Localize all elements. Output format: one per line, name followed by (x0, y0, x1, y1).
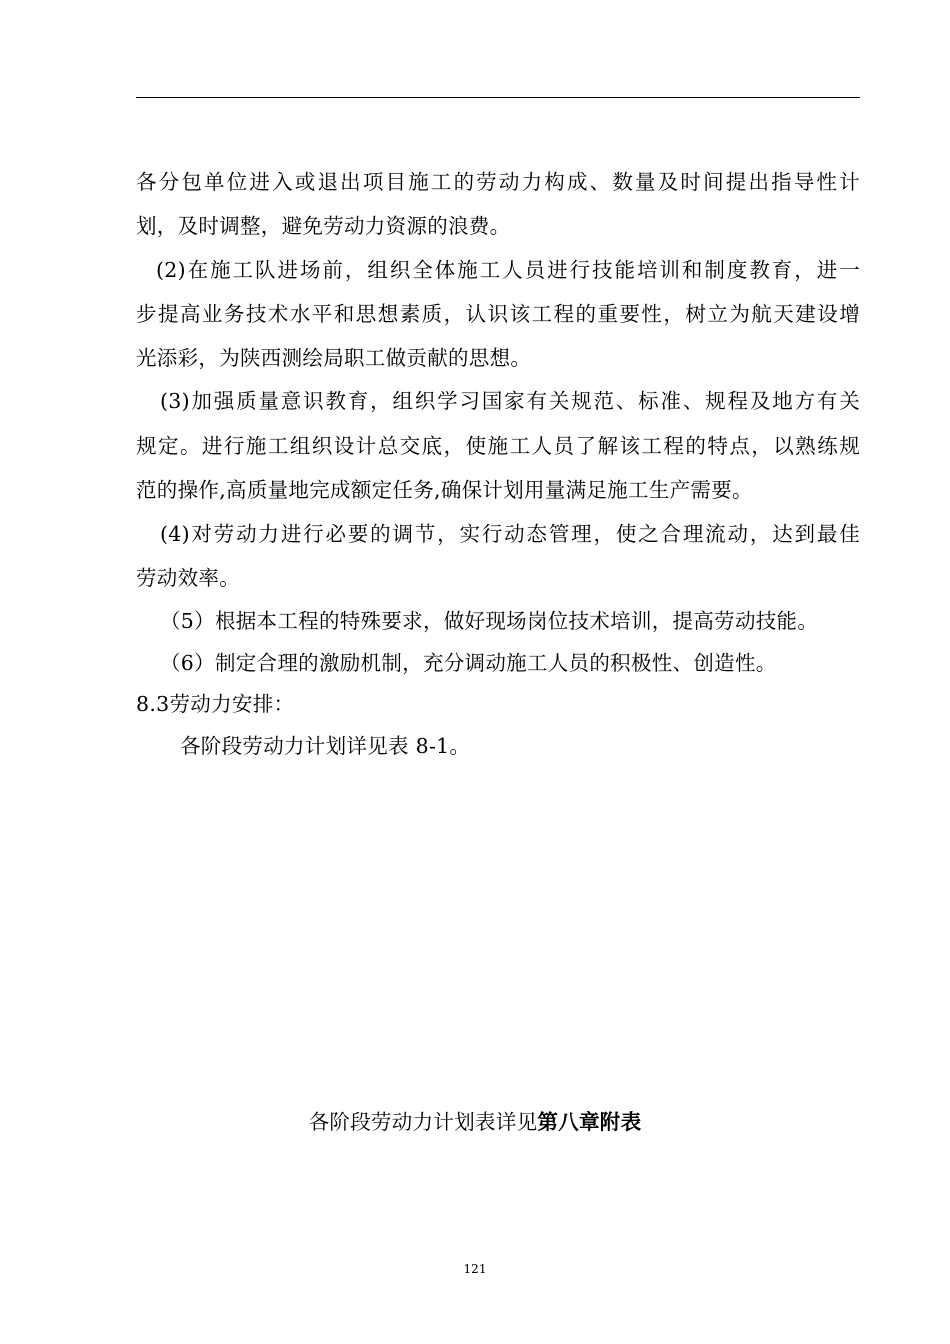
header-rule (136, 97, 860, 98)
paragraph-line: 划，及时调整，避免劳动力资源的浪费。 (136, 214, 511, 238)
paragraph-line: 规定。进行施工组织设计总交底，使施工人员了解该工程的特点，以熟练规 (136, 434, 860, 458)
paragraph-line: 光添彩，为陕西测绘局职工做贡献的思想。 (136, 346, 532, 370)
paragraph-line: 各分包单位进入或退出项目施工的劳动力构成、数量及时间提出指导性计 (136, 170, 860, 194)
table-reference-caption (0, 1108, 950, 1136)
paragraph-line: (2)在施工队进场前，组织全体施工人员进行技能培训和制度教育，进一 (156, 258, 860, 282)
paragraph-line: 各阶段劳动力计划详见表 8-1。 (180, 734, 471, 758)
paragraph-line: （5）根据本工程的特殊要求，做好现场岗位技术培训，提高劳动技能。 (160, 609, 819, 633)
paragraph-line: （6）制定合理的激励机制，充分调动施工人员的积极性、创造性。 (160, 651, 777, 675)
paragraph-line: (3)加强质量意识教育，组织学习国家有关规范、标准、规程及地方有关 (160, 389, 860, 413)
caption-bold-text: 第八章附表 (537, 1110, 642, 1134)
caption-text: 各阶段劳动力计划表详见 (308, 1110, 538, 1134)
paragraph-line: 步提高业务技术水平和思想素质，认识该工程的重要性，树立为航天建设增 (136, 302, 860, 326)
paragraph-line: 劳动效率。 (136, 566, 240, 590)
paragraph-line: (4)对劳动力进行必要的调节，实行动态管理，使之合理流动，达到最佳 (160, 522, 860, 546)
paragraph-line: 范的操作,高质量地完成额定任务,确保计划用量满足施工生产需要。 (136, 478, 753, 502)
page-number: 121 (463, 1262, 487, 1276)
section-heading: 8.3劳动力安排： (136, 692, 295, 716)
